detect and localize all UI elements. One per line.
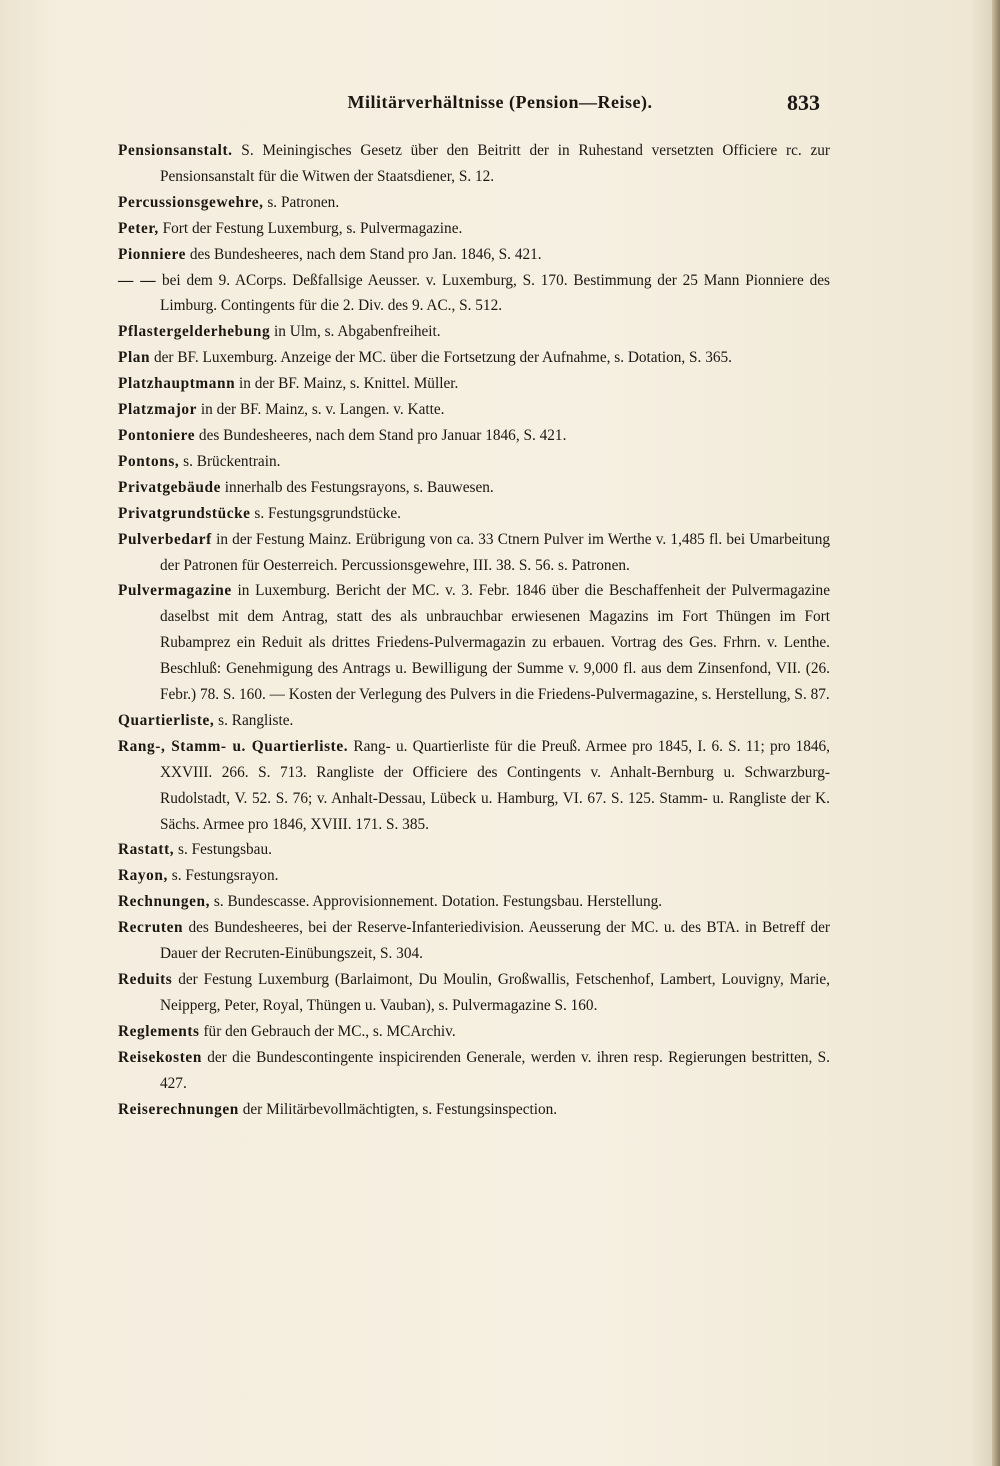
page-edge bbox=[992, 0, 1000, 1466]
entry-term: Pontoniere bbox=[118, 426, 196, 444]
index-entry bbox=[118, 449, 830, 475]
entry-text: s. Bundescasse. Approvisionnement. Dotation. Festungsbau. Herstellung. bbox=[210, 893, 663, 911]
index-entry bbox=[118, 138, 830, 190]
entry-term: Platzmajor bbox=[118, 401, 198, 419]
entry-text: des Bundesheeres, bei der Reserve-Infanteriedivision. Aeusserung der MC. u. des BTA. in Betreff der Dauer der Recruten-Einübungszeit, S. 304. bbox=[160, 919, 830, 963]
index-entry bbox=[118, 371, 830, 397]
entry-text: für den Gebrauch der MC., s. MCArchiv. bbox=[199, 1022, 456, 1040]
index-entry bbox=[118, 397, 830, 423]
index-entry bbox=[118, 242, 830, 268]
entry-term: Rechnungen, bbox=[118, 893, 211, 911]
index-entry bbox=[118, 1019, 830, 1045]
index-entry bbox=[118, 1045, 830, 1097]
entry-text: Fort der Festung Luxemburg, s. Pulvermagazine. bbox=[158, 219, 463, 237]
entry-text: der BF. Luxemburg. Anzeige der MC. über die Fortsetzung der Aufnahme, s. Dotation, S. 365. bbox=[150, 349, 732, 367]
entry-term: Pensionsanstalt. bbox=[118, 142, 233, 159]
entry-text: in der BF. Mainz, s. Knittel. Müller. bbox=[235, 375, 459, 393]
entry-text: in Luxemburg. Bericht der MC. v. 3. Febr. 1846 über die Beschaffenheit der Pulvermagazine daselbst mit dem Antrag, statt des als unbrauchbar erwiesenen Magazins im Fort Thüngen im Fort Rubamprez ein Reduit als drittes Friedens-Pulvermagazin zu erbauen. Vortrag des Ges. Frhrn. v. Lenthe. Beschluß: Genehmigung des Antrags u. Bewilligung der Summe v. 9,000 fl. aus dem Zinsenfond, VII. (26. Febr.) 78. S. 160. — Kosten der Verlegung des Pulvers in die Friedens-Pulvermagazine, s. Herstellung, S. 87. bbox=[160, 582, 830, 704]
entry-term: Pulvermagazine bbox=[118, 582, 232, 600]
entry-term: Rayon, bbox=[118, 867, 168, 885]
entry-text: der Festung Luxemburg (Barlaimont, Du Moulin, Großwallis, Fetschenhof, Lambert, Louvigny, Marie, Neipperg, Peter, Royal, Thüngen u. Vauban), s. Pulvermagazine S. 160. bbox=[160, 971, 830, 1014]
entry-text: s. Festungsrayon. bbox=[167, 867, 279, 885]
entry-term: Pflastergelderhebung bbox=[118, 323, 271, 341]
index-entries bbox=[118, 138, 830, 1122]
index-entry bbox=[118, 501, 830, 527]
entry-text: in Ulm, s. Abgabenfreiheit. bbox=[270, 323, 441, 341]
entry-term: Peter, bbox=[118, 219, 159, 237]
entry-term: Reglements bbox=[118, 1022, 200, 1040]
index-entry bbox=[118, 915, 830, 967]
entry-term: Pulverbedarf bbox=[118, 530, 212, 548]
entry-term: — — bbox=[118, 271, 157, 289]
index-entry bbox=[118, 889, 830, 915]
index-entry bbox=[118, 268, 830, 320]
entry-term: Rastatt, bbox=[118, 841, 175, 859]
index-entry bbox=[118, 837, 830, 863]
index-entry bbox=[118, 527, 830, 579]
entry-text: der Militärbevollmächtigten, s. Festungsinspection. bbox=[238, 1100, 558, 1118]
entry-text: innerhalb des Festungsrayons, s. Bauwesen. bbox=[220, 478, 494, 496]
index-entry bbox=[118, 578, 830, 708]
index-entry bbox=[118, 708, 830, 734]
entry-text: des Bundesheeres, nach dem Stand pro Januar 1846, S. 421. bbox=[195, 426, 567, 444]
entry-term: Privatgebäude bbox=[118, 478, 221, 496]
index-entry bbox=[118, 475, 830, 501]
entry-text: s. Patronen. bbox=[263, 193, 340, 211]
entry-text: s. Brückentrain. bbox=[179, 452, 281, 470]
entry-term: Privatgrundstücke bbox=[118, 504, 251, 522]
index-entry bbox=[118, 190, 830, 216]
index-entry bbox=[118, 423, 830, 449]
page-number: 833 bbox=[787, 90, 820, 115]
index-entry bbox=[118, 1097, 830, 1123]
entry-text: in der BF. Mainz, s. v. Langen. v. Katte. bbox=[197, 401, 445, 419]
entry-term: Quartierliste, bbox=[118, 711, 215, 729]
entry-term: Percussionsgewehre, bbox=[118, 193, 264, 211]
entry-term: Rang-, Stamm- u. Quartierliste. bbox=[118, 737, 349, 755]
index-entry bbox=[118, 345, 830, 371]
entry-term: Reiserechnungen bbox=[118, 1100, 239, 1118]
entry-term: Pontons, bbox=[118, 452, 180, 470]
entry-text: s. Rangliste. bbox=[214, 711, 294, 729]
entry-term: Recruten bbox=[118, 919, 184, 937]
index-entry bbox=[118, 967, 830, 1019]
entry-term: Pionniere bbox=[118, 245, 186, 263]
running-title: Militärverhältnisse (Pension—Reise). bbox=[347, 92, 653, 112]
running-head bbox=[0, 92, 1000, 122]
entry-text: des Bundesheeres, nach dem Stand pro Jan. 1846, S. 421. bbox=[186, 245, 542, 263]
entry-term: Reisekosten bbox=[118, 1048, 202, 1066]
entry-text: S. Meiningisches Gesetz über den Beitritt der in Ruhestand versetzten Officiere rc. zur Pensionsanstalt für die Witwen der Staatsdiener, S. 12. bbox=[160, 142, 830, 185]
entry-text: s. Festungsgrundstücke. bbox=[250, 504, 401, 522]
entry-term: Reduits bbox=[118, 971, 173, 988]
entry-text: s. Festungsbau. bbox=[174, 841, 272, 859]
index-entry bbox=[118, 216, 830, 242]
entry-text: in der Festung Mainz. Erübrigung von ca. 33 Ctnern Pulver im Werthe v. 1,485 fl. bei Umarbeitung der Patronen für Oesterreich. Percussionsgewehre, III. 38. S. 56. s. Patronen. bbox=[160, 530, 830, 574]
entry-text: der die Bundescontingente inspicirenden Generale, werden v. ihren resp. Regierungen bestritten, S. 427. bbox=[160, 1048, 830, 1092]
index-entry bbox=[118, 734, 830, 838]
entry-text: bei dem 9. ACorps. Deßfallsige Aeusser. v. Luxemburg, S. 170. Bestimmung der 25 Mann Pionniere des Limburg. Contingents für die 2. Div. des 9. AC., S. 512. bbox=[156, 271, 830, 315]
index-entry bbox=[118, 319, 830, 345]
index-entry bbox=[118, 863, 830, 889]
entry-term: Plan bbox=[118, 349, 151, 367]
entry-text: Rang- u. Quartierliste für die Preuß. Armee pro 1845, I. 6. S. 11; pro 1846, XXVIII. 266. S. 713. Rangliste der Officiere des Contingents v. Anhalt-Bernburg u. Schwarzburg-Rudolstadt, V. 52. S. 76; v. Anhalt-Dessau, Lübeck u. Hamburg, VI. 67. S. 125. Stamm- u. Rangliste der K. Sächs. Armee pro 1846, XVIII. 171. S. 385. bbox=[160, 737, 830, 833]
entry-term: Platzhauptmann bbox=[118, 375, 236, 393]
